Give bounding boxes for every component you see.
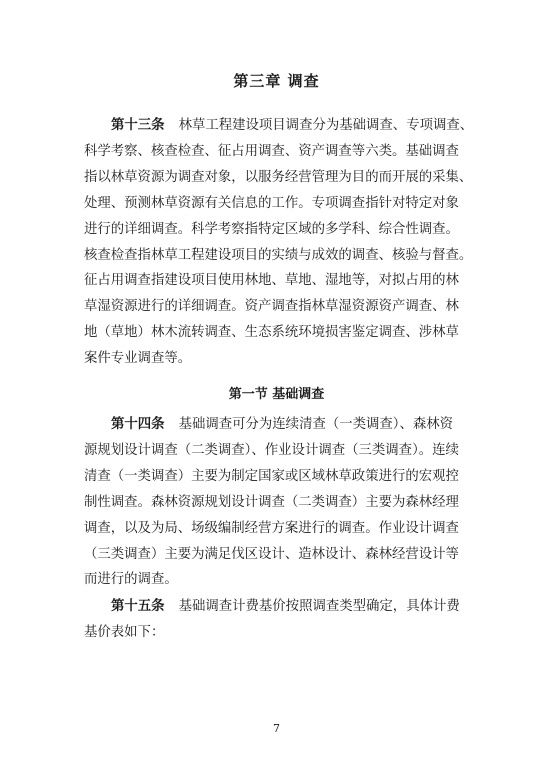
article-15	[84, 594, 484, 646]
paragraph-line: 调查，以及为局、场级编制经营方案进行的调查。作业设计调查	[84, 520, 459, 536]
paragraph-line: 草湿资源进行的详细调查。资产调查指林草湿资源资产调查、林	[84, 299, 459, 315]
paragraph-line: 科学考察、核查检查、征占用调查、资产调查等六类。基础调查	[84, 143, 459, 159]
paragraph-line: 处理、预测林草资源有关信息的工作。专项调查指针对特定对象	[84, 195, 459, 211]
paragraph-line	[84, 113, 484, 139]
paragraph-line: 案件专业调查等。	[84, 351, 192, 367]
paragraph-line: 核查检查指林草工程建设项目的实绩与成效的调查、核验与督查。	[84, 247, 473, 263]
article-13	[84, 113, 484, 372]
paragraph-line: （三类调查）主要为满足伐区设计、造林设计、森林经营设计等	[84, 546, 459, 562]
section-title: 第一节 基础调查	[228, 387, 325, 402]
line-text: 基础调查可分为连续清查（一类调查）、森林资	[178, 417, 454, 432]
article-label: 第十五条	[111, 599, 165, 614]
paragraph-line: 基价表如下：	[84, 624, 165, 640]
paragraph-line: 指以林草资源为调查对象，以服务经营管理为目的而开展的采集、	[84, 169, 473, 185]
paragraph-line: 制性调查。森林资源规划设计调查（二类调查）主要为森林经理	[84, 494, 459, 510]
paragraph-line: 源规划设计调查（二类调查）、作业设计调查（三类调查）。连续	[84, 442, 459, 458]
paragraph-line: 而进行的调查。	[84, 572, 178, 588]
article-14	[84, 412, 484, 593]
paragraph-line: 征占用调查指建设项目使用林地、草地、湿地等，对拟占用的林	[84, 273, 459, 289]
line-text: 基础调查计费基价按照调查类型确定，具体计费	[178, 599, 460, 614]
article-label: 第十三条	[111, 118, 165, 133]
chapter-title: 第三章 调查	[233, 72, 320, 90]
page-number: 7	[273, 722, 280, 735]
paragraph-line: 进行的详细调查。科学考察指特定区域的多学科、综合性调查。	[84, 221, 459, 237]
paragraph-line: 地（草地）林木流转调查、生态系统环境损害鉴定调查、涉林草	[84, 325, 459, 341]
paragraph-line	[84, 412, 484, 438]
line-text: 林草工程建设项目调查分为基础调查、专项调查、	[178, 118, 474, 133]
paragraph-line: 清查（一类调查）主要为制定国家或区域林草政策进行的宏观控	[84, 468, 459, 484]
paragraph-line	[84, 594, 484, 620]
article-label: 第十四条	[111, 417, 165, 432]
